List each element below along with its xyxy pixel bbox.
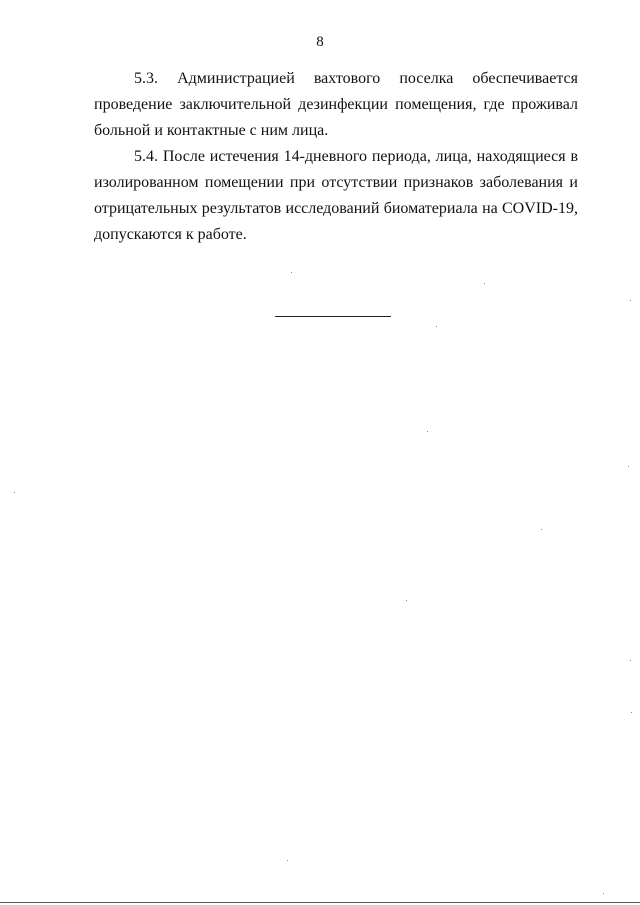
scan-speck bbox=[628, 466, 629, 467]
paragraph-5-4: 5.4. После истечения 14-дневного периода, лица, находящиеся в изолированном помещении при отсутствии признаков заболевания и отрицательных результатов исследований биоматериала на COVID-19, допускаются к работе. bbox=[94, 148, 578, 243]
page-number: 8 bbox=[316, 34, 324, 50]
document-body bbox=[94, 66, 578, 248]
scan-speck bbox=[541, 529, 542, 530]
scan-speck bbox=[631, 712, 632, 713]
scan-speck bbox=[291, 272, 292, 273]
scan-speck bbox=[603, 893, 604, 894]
scan-speck bbox=[630, 660, 631, 661]
scan-speck bbox=[484, 283, 485, 284]
paragraph-5-3: 5.3. Администрацией вахтового поселка обеспечивается проведение заключительной дезинфекции помещения, где проживал больной и контактные с ним лица. bbox=[94, 70, 578, 139]
scan-speck bbox=[14, 492, 15, 493]
scan-speck bbox=[287, 860, 288, 861]
end-of-document-rule bbox=[275, 316, 391, 317]
scan-speck bbox=[406, 600, 407, 601]
scan-speck bbox=[630, 300, 631, 301]
scan-bottom-edge bbox=[0, 902, 640, 903]
scan-speck bbox=[436, 326, 437, 327]
scan-speck bbox=[427, 431, 428, 432]
